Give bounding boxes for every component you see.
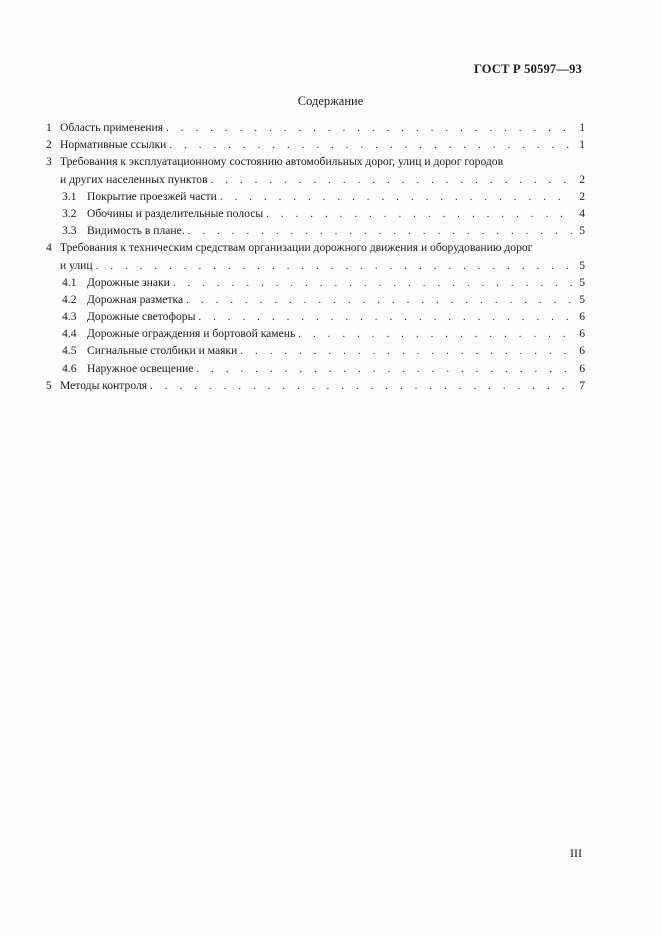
toc-entry[interactable] xyxy=(46,188,585,205)
toc-entry-page: 2 xyxy=(579,189,585,203)
toc-entry[interactable] xyxy=(46,257,585,274)
toc-entry-title: Наружное освещение xyxy=(87,361,194,375)
toc-entry-number: 3.3 xyxy=(62,224,77,238)
toc-entry-number: 5 xyxy=(46,378,52,392)
toc-leader-dots xyxy=(240,343,573,360)
toc-leader-dots xyxy=(298,326,573,343)
toc-entry-title: Сигнальные столбики и маяки xyxy=(87,344,238,358)
toc-entry-title: и улиц xyxy=(60,258,93,272)
toc-entry-title: Дорожные светофоры xyxy=(87,310,196,324)
toc-entry[interactable] xyxy=(46,377,585,394)
toc-entry[interactable] xyxy=(46,239,585,256)
toc-leader-dots xyxy=(96,258,573,275)
toc-entry-number: 2 xyxy=(46,138,52,152)
toc-entry[interactable] xyxy=(46,360,585,377)
toc-entry[interactable] xyxy=(46,291,585,308)
toc-entry-page: 5 xyxy=(579,224,585,238)
toc-entry-number: 4.2 xyxy=(62,292,77,306)
toc-entry[interactable] xyxy=(46,274,585,291)
toc-entry-page: 5 xyxy=(579,292,585,306)
toc-entry-page: 4 xyxy=(579,206,585,220)
toc-entry[interactable] xyxy=(46,205,585,222)
toc-entry-number: 4 xyxy=(46,241,52,255)
toc-leader-dots xyxy=(196,361,573,378)
toc-leader-dots xyxy=(266,206,573,223)
toc-leader-dots xyxy=(188,223,573,240)
toc-leader-dots xyxy=(169,137,573,154)
standard-code: ГОСТ Р 50597—93 xyxy=(473,62,582,76)
toc-entry-page: 6 xyxy=(579,327,585,341)
toc-entry[interactable] xyxy=(46,325,585,342)
toc-leader-dots xyxy=(186,292,573,309)
toc-leader-dots xyxy=(198,309,573,326)
toc-entry-title: Видимость в плане. xyxy=(87,224,185,238)
toc-leader-dots xyxy=(220,189,573,206)
toc-entry-page: 1 xyxy=(579,121,585,134)
toc-entry-page: 5 xyxy=(579,258,585,272)
toc-entry-number: 3.1 xyxy=(62,189,77,203)
toc-leader-dots xyxy=(166,120,573,137)
toc-entry-title: Обочины и разделительные полосы xyxy=(87,206,264,220)
page-number: III xyxy=(570,846,582,860)
toc-entry-page: 6 xyxy=(579,344,585,358)
toc-entry-title: Дорожные ограждения и бортовой камень xyxy=(87,327,296,341)
toc-entry[interactable] xyxy=(46,308,585,325)
toc-entry-page: 1 xyxy=(579,138,585,152)
toc-entry[interactable] xyxy=(46,342,585,359)
toc-entry-title: Нормативные ссылки xyxy=(60,138,167,152)
toc-entry-page: 6 xyxy=(579,310,585,324)
toc-entry-number: 4.5 xyxy=(62,344,77,358)
toc-entry-number: 4.4 xyxy=(62,327,77,341)
toc-entry-title: Дорожная разметка xyxy=(87,292,184,306)
toc-entry-page: 6 xyxy=(579,361,585,375)
toc-entry-number: 3 xyxy=(46,155,52,169)
toc-title: Содержание xyxy=(297,94,364,108)
toc-leader-dots xyxy=(173,275,573,292)
toc-entry-title: Требования к эксплуатационному состоянию автомобильных дорог, улиц и дорог городов xyxy=(60,155,504,169)
toc-entry-number: 4.3 xyxy=(62,310,77,324)
toc-entry-page: 5 xyxy=(579,275,585,289)
toc-entry[interactable] xyxy=(46,222,585,239)
toc-entry-title: Область применения xyxy=(60,121,164,134)
toc-entry-number: 1 xyxy=(46,121,52,134)
toc-entry-page: 7 xyxy=(579,378,585,392)
toc-entry[interactable] xyxy=(46,171,585,188)
toc-entry[interactable] xyxy=(46,136,585,153)
toc-entry-title: Покрытие проезжей части xyxy=(87,189,217,203)
toc-leader-dots xyxy=(211,172,573,189)
toc-entry-number: 4.6 xyxy=(62,361,77,375)
toc-entry-title: и других населенных пунктов xyxy=(60,172,208,186)
toc-entry-title: Требования к техническим средствам организации дорожного движения и оборудованию дорог xyxy=(60,241,533,255)
toc-entry[interactable] xyxy=(46,153,585,170)
toc-entry-title: Методы контроля xyxy=(60,378,148,392)
toc-entry-title: Дорожные знаки xyxy=(87,275,170,289)
table-of-contents xyxy=(46,119,585,394)
toc-entry-number: 4.1 xyxy=(62,275,77,289)
toc-entry-number: 3.2 xyxy=(62,206,77,220)
toc-leader-dots xyxy=(150,378,573,395)
toc-entry-page: 2 xyxy=(579,172,585,186)
toc-entry[interactable] xyxy=(46,119,585,136)
